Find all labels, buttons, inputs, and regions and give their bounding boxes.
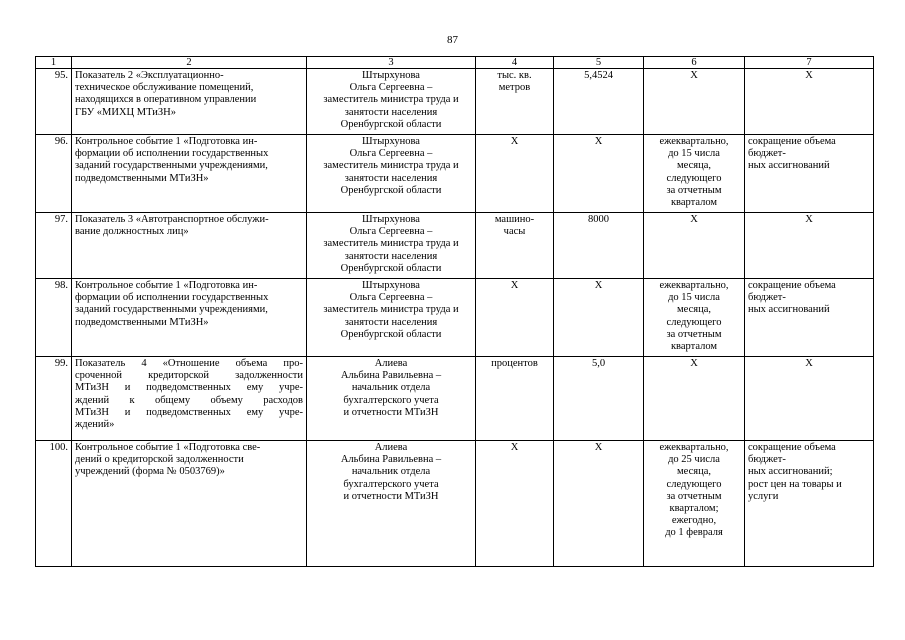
value-cell: X [554,135,644,213]
responsible-person-line: Альбина Равильевна – [340,370,442,382]
header-cell-4: 4 [476,57,554,69]
page-number: 87 [447,34,458,46]
unit-line: метров [498,82,531,94]
risks-cell [745,213,874,279]
table-row [36,213,874,279]
deadline-line: следующего [666,316,722,328]
unit-cell [476,279,554,357]
unit-cell [476,441,554,567]
deadline-cell [644,213,745,279]
risks-line: сокращение объема бюджет- [748,280,836,304]
indicator-name-line: ждений к общему объему расходов [75,394,303,406]
row-number-cell: 97. [36,213,72,279]
responsible-person-line: Альбина Равильевна – [340,454,442,466]
responsible-person-line: Оренбургской области [340,328,442,340]
responsible-person-line: занятости населения [344,172,438,184]
deadline-line: следующего [666,478,722,490]
responsible-person-line: занятости населения [344,316,438,328]
indicator-name-line: вание должностных лиц» [75,226,189,238]
responsible-person-line: Штырхунова [362,136,420,147]
header-cell-3: 3 [307,57,476,69]
responsible-person-line: бухгалтерского учета [343,394,439,406]
deadline-line: кварталом; [669,503,719,515]
deadline-line: месяца, [677,160,711,172]
indicator-name-line: подведомственными МТиЗН» [75,172,209,184]
responsible-person-cell [307,69,476,135]
deadline-line: X [690,214,698,225]
header-cell-1: 1 [36,57,72,69]
responsible-person-line: Ольга Сергеевна – [349,226,433,238]
deadline-line: до 1 февраля [665,527,723,539]
risks-cell [745,441,874,567]
deadline-cell [644,69,745,135]
header-cell-7: 7 [745,57,874,69]
header-cell-2: 2 [72,57,307,69]
responsible-person-line: Штырхунова [362,214,420,225]
header-row [36,57,874,69]
deadline-line: следующего [666,172,722,184]
unit-line: X [510,280,519,291]
indicator-name-cell [72,279,307,357]
unit-line: процентов [491,358,538,369]
indicator-name-cell [72,135,307,213]
deadline-line: до 15 числа [668,148,720,160]
indicator-name-line: заданий государственными учреждениями, [75,160,268,172]
value-cell: X [554,441,644,567]
row-number-cell: 100. [36,441,72,567]
value-cell: X [554,279,644,357]
responsible-person-line: начальник отдела [351,466,431,478]
responsible-person-line: и отчетности МТиЗН [343,406,439,418]
unit-line: X [510,136,519,147]
indicator-name-line: находящихся в оперативном управлении [75,94,257,106]
table-row [36,441,874,567]
indicators-table [35,56,874,567]
unit-cell [476,69,554,135]
deadline-line: ежеквартально, [659,136,729,147]
indicator-name-line: подведомственными МТиЗН» [75,316,209,328]
responsible-person-line: заместитель министра труда и [323,94,459,106]
indicator-name-line: Контрольное событие 1 «Подготовка ин- [75,136,258,147]
risks-line: ных ассигнований; [748,466,833,478]
unit-cell [476,357,554,441]
risks-line: рост цен на товары и услуги [748,478,842,502]
responsible-person-cell [307,279,476,357]
indicator-name-line: ГБУ «МИХЦ МТиЗН» [75,106,176,118]
row-number-cell: 98. [36,279,72,357]
indicator-name-line: дений о кредиторской задолженности [75,454,244,466]
deadline-line: X [690,70,698,81]
deadline-line: X [690,358,698,369]
responsible-person-line: бухгалтерского учета [343,478,439,490]
deadline-line: до 25 числа [668,454,720,466]
indicator-name-line: ждений» [75,419,115,431]
indicator-name-line: Показатель 2 «Эксплуатационно- [75,70,224,81]
table-row [36,135,874,213]
indicator-name-line: сроченной кредиторской задолженности [75,370,303,382]
unit-line: машино- [494,214,535,225]
indicator-name-line: учреждений (форма № 0503769)» [75,466,225,478]
responsible-person-cell [307,135,476,213]
deadline-cell [644,135,745,213]
risks-line: X [805,214,813,225]
risks-line: сокращение объема бюджет- [748,442,836,466]
risks-cell [745,357,874,441]
risks-cell [745,69,874,135]
unit-line: часы [503,226,526,238]
row-number-cell: 99. [36,357,72,441]
row-number-cell: 96. [36,135,72,213]
responsible-person-line: начальник отдела [351,382,431,394]
deadline-line: ежеквартально, [659,280,729,291]
unit-cell [476,135,554,213]
responsible-person-line: Ольга Сергеевна – [349,292,433,304]
indicator-name-line: МТиЗН и подведомственных ему учре- [75,382,303,394]
indicator-name-cell [72,69,307,135]
risks-cell [745,279,874,357]
value-cell: 5,0 [554,357,644,441]
deadline-cell [644,279,745,357]
indicator-name-cell [72,213,307,279]
value-cell: 5,4524 [554,69,644,135]
indicator-name-line: Контрольное событие 1 «Подготовка све- [75,442,261,453]
deadline-line: месяца, [677,304,711,316]
responsible-person-line: Оренбургской области [340,184,442,196]
responsible-person-line: Алиева [374,442,408,453]
responsible-person-line: Оренбургской области [340,262,442,274]
table-row [36,279,874,357]
deadline-cell [644,441,745,567]
header-cell-6: 6 [644,57,745,69]
responsible-person-line: занятости населения [344,106,438,118]
responsible-person-line: и отчетности МТиЗН [343,490,439,502]
responsible-person-line: Оренбургской области [340,118,442,130]
deadline-line: ежегодно, [671,515,717,527]
table-row [36,357,874,441]
table-row [36,69,874,135]
risks-line: сокращение объема бюджет- [748,136,836,160]
responsible-person-line: Ольга Сергеевна – [349,148,433,160]
deadline-line: до 15 числа [668,292,720,304]
indicator-name-line: формации об исполнении государственных [75,148,269,160]
indicator-name-line: формации об исполнении государственных [75,292,269,304]
responsible-person-line: Штырхунова [362,70,420,81]
indicator-name-line: заданий государственными учреждениями, [75,304,268,316]
indicator-name-line: МТиЗН и подведомственных ему учре- [75,406,303,418]
deadline-line: кварталом [670,341,718,353]
unit-cell [476,213,554,279]
responsible-person-line: заместитель министра труда и [323,304,459,316]
risks-line: X [805,70,813,81]
responsible-person-line: Ольга Сергеевна – [349,82,433,94]
responsible-person-cell [307,357,476,441]
responsible-person-cell [307,441,476,567]
responsible-person-line: Штырхунова [362,280,420,291]
responsible-person-line: занятости населения [344,250,438,262]
deadline-line: за отчетным [666,328,722,340]
deadline-line: ежеквартально, [659,442,729,453]
indicator-name-cell [72,441,307,567]
indicator-name-line: Контрольное событие 1 «Подготовка ин- [75,280,258,291]
responsible-person-line: заместитель министра труда и [323,238,459,250]
deadline-line: кварталом [670,197,718,209]
deadline-line: за отчетным [666,490,722,502]
risks-line: ных ассигнований [748,304,830,316]
risks-line: X [805,358,813,369]
header-cell-5: 5 [554,57,644,69]
unit-line: X [510,442,519,453]
indicator-name-cell [72,357,307,441]
deadline-cell [644,357,745,441]
deadline-line: за отчетным [666,184,722,196]
unit-line: тыс. кв. [497,70,532,81]
row-number-cell: 95. [36,69,72,135]
risks-cell [745,135,874,213]
responsible-person-line: заместитель министра труда и [323,160,459,172]
deadline-line: месяца, [677,466,711,478]
risks-line: ных ассигнований [748,160,830,172]
indicator-name-line: техническое обслуживание помещений, [75,82,254,94]
responsible-person-cell [307,213,476,279]
responsible-person-line: Алиева [374,358,408,369]
indicator-name-line: Показатель 3 «Автотранспортное обслужи- [75,214,269,225]
indicator-name-line: Показатель 4 «Отношение объема про- [75,358,303,369]
value-cell: 8000 [554,213,644,279]
